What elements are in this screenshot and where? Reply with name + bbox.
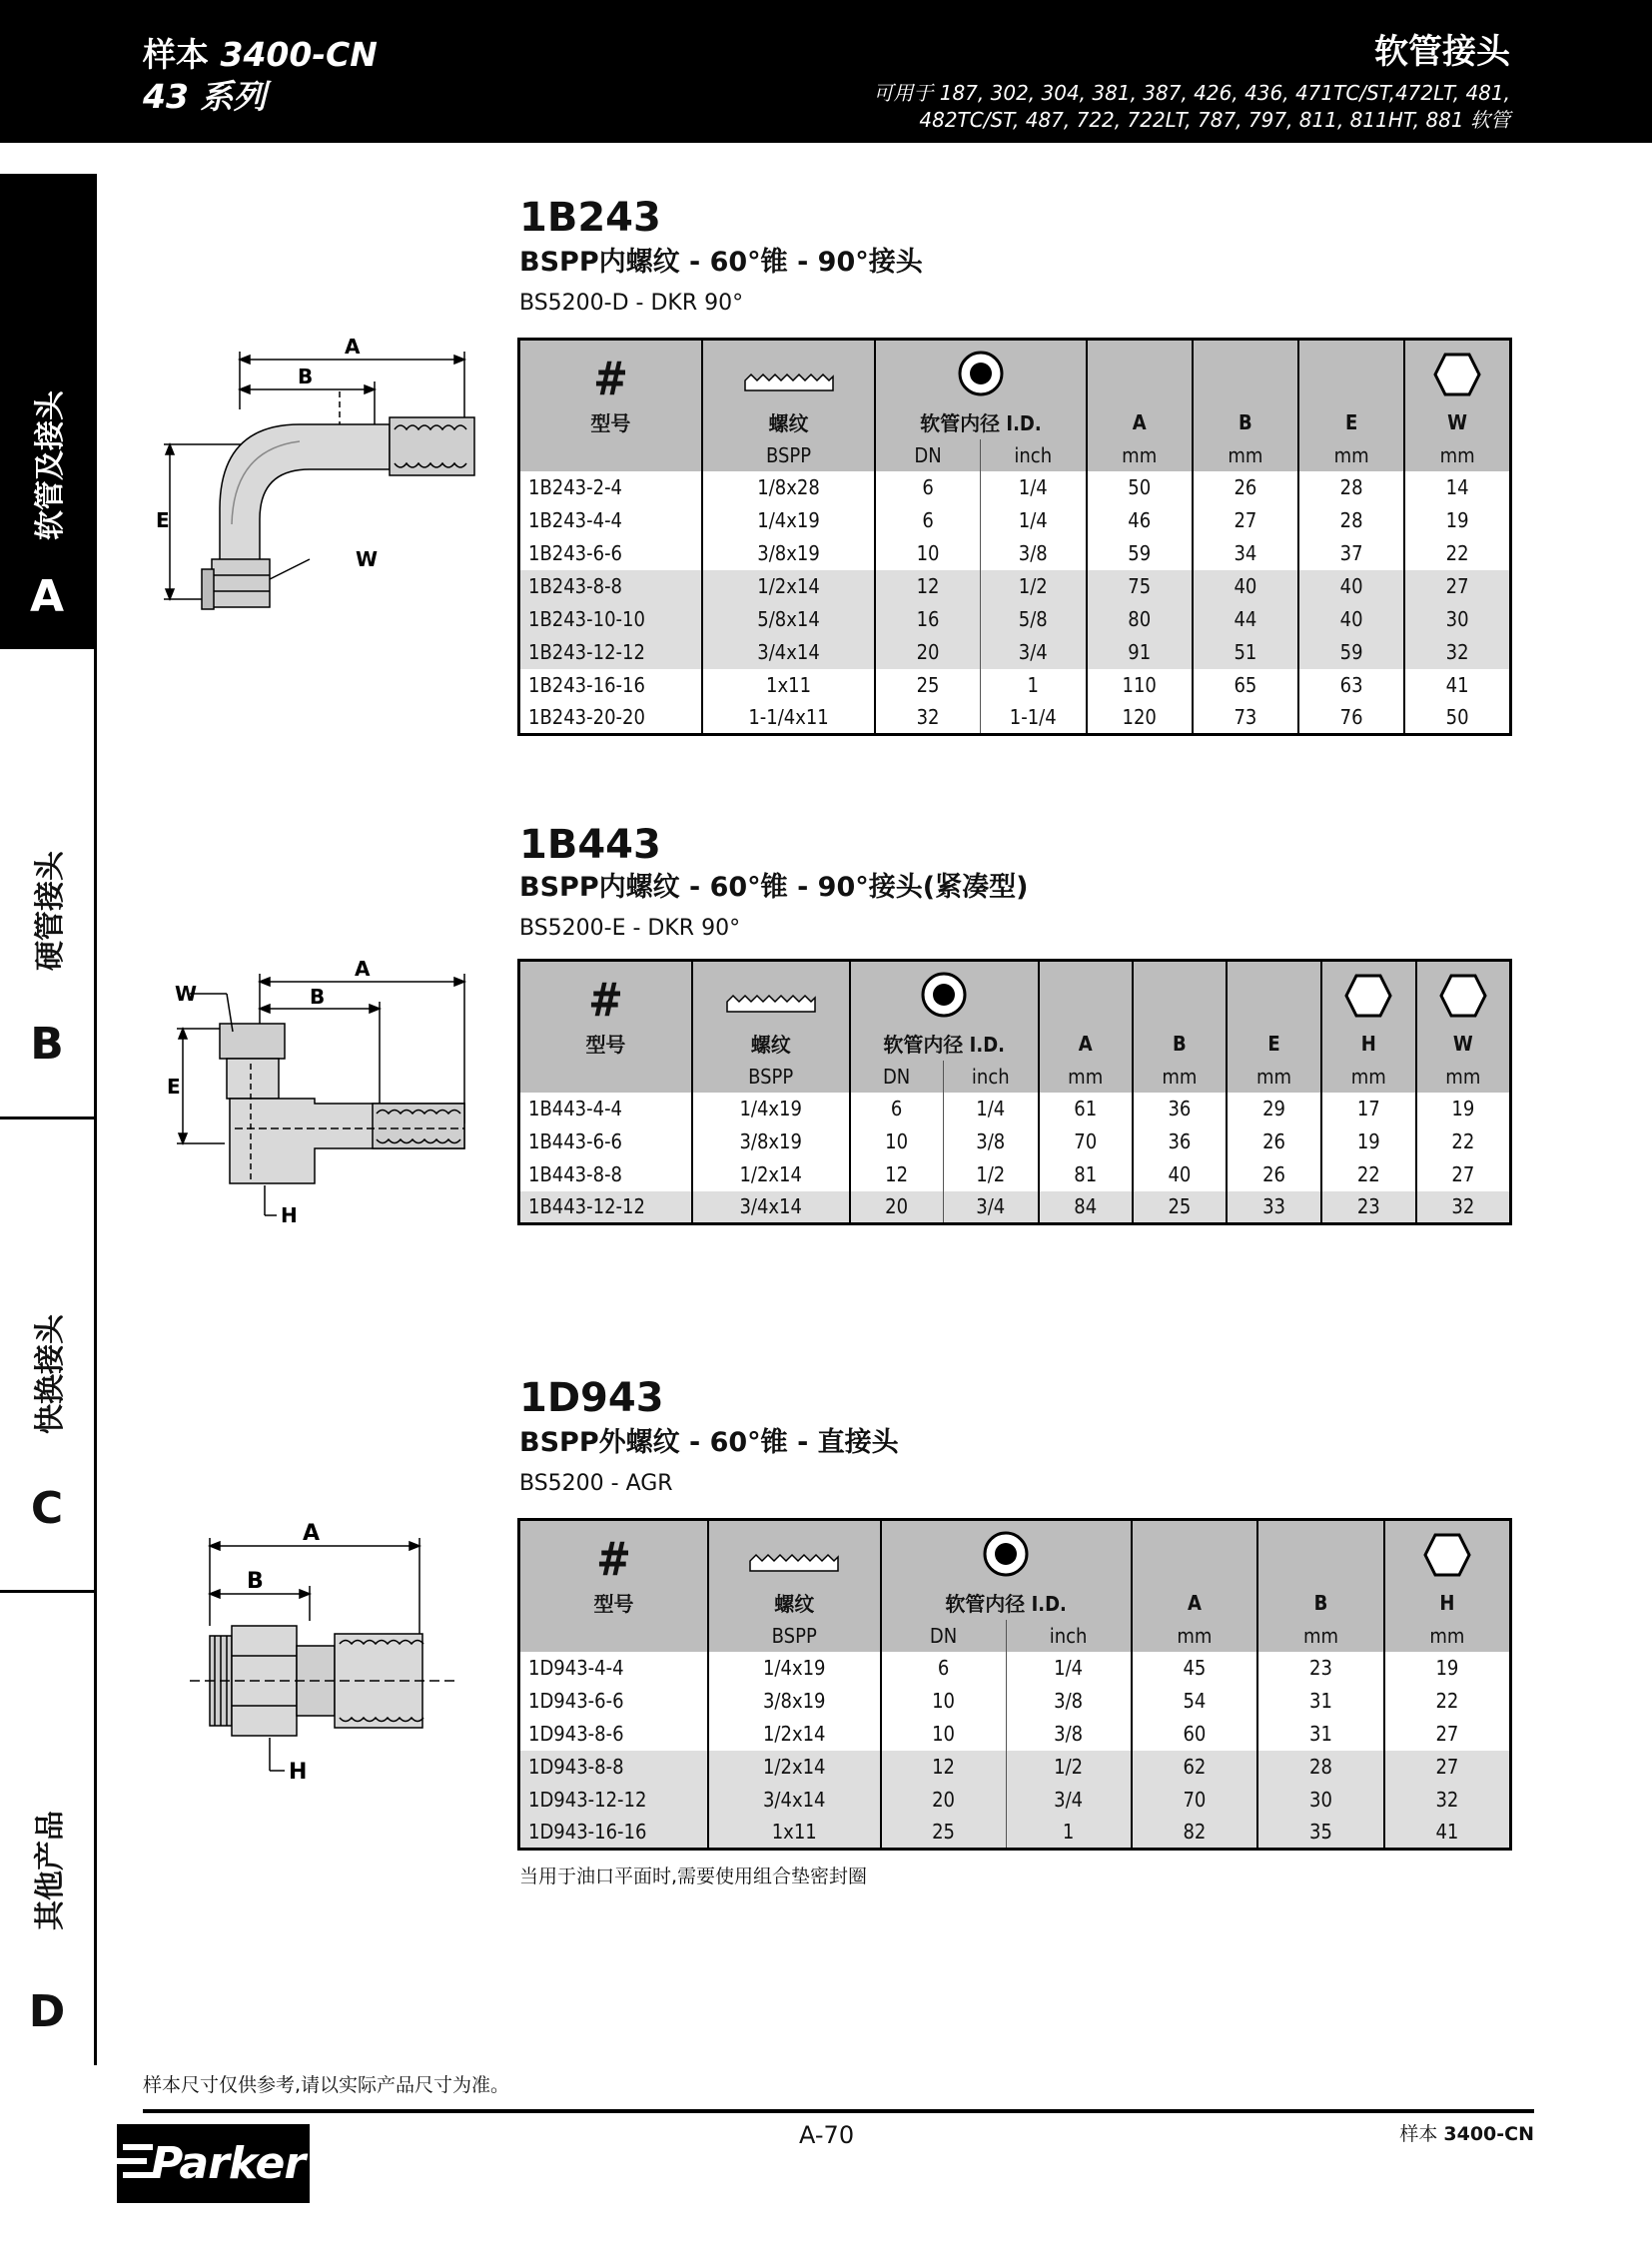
- table-row: [519, 702, 1511, 735]
- tab-b-label: 硬管接头: [33, 851, 68, 971]
- table-cell: 3/8x19: [708, 1685, 881, 1718]
- table-cell: 120: [1087, 702, 1193, 735]
- tab-c[interactable]: [0, 1117, 94, 1590]
- part-number-cell: 1B443-4-4: [528, 1097, 623, 1121]
- table-cell: 54: [1132, 1685, 1258, 1718]
- table-cell: 1-1/4: [980, 702, 1086, 735]
- hex-icon: [1416, 961, 1511, 1027]
- table-cell: 1x11: [702, 669, 875, 702]
- unit-mm: mm: [1133, 1061, 1228, 1093]
- table-cell: 3/4x14: [708, 1784, 881, 1817]
- table-cell: 28: [1298, 504, 1404, 537]
- table-cell: 1/2: [980, 570, 1086, 603]
- tab-d[interactable]: [0, 1590, 94, 2065]
- col-b: B: [1257, 1586, 1384, 1620]
- thread-icon: [702, 340, 875, 405]
- unit-bspp: BSPP: [702, 439, 875, 471]
- table-row: [519, 1093, 1511, 1125]
- dim-label-b: B: [298, 365, 314, 388]
- tab-c-letter: C: [30, 1483, 64, 1534]
- page-number: A-70: [799, 2121, 855, 2149]
- compact-elbow-drawing: [165, 954, 484, 1233]
- dim-label-a: A: [345, 335, 361, 359]
- tab-d-letter: D: [28, 1986, 66, 2037]
- hose-id-icon: [850, 961, 1039, 1027]
- table-cell: 22: [1321, 1158, 1416, 1191]
- dim-label-a: A: [355, 957, 371, 981]
- part-number-cell: 1B243-20-20: [528, 705, 645, 730]
- table-row: [519, 570, 1511, 603]
- table-cell: 25: [1133, 1191, 1228, 1224]
- table-cell: 80: [1087, 603, 1193, 636]
- table-cell: 23: [1257, 1652, 1384, 1685]
- table-cell: 10: [881, 1685, 1007, 1718]
- table-cell: 76: [1298, 702, 1404, 735]
- part-number-cell: 1D943-8-6: [528, 1722, 624, 1746]
- table-body: [519, 1093, 1511, 1224]
- part-number-cell: 1B443-12-12: [519, 1191, 692, 1224]
- table-cell: 1/4x19: [708, 1652, 881, 1685]
- table-cell: 12: [875, 570, 980, 603]
- table-row: [519, 1784, 1511, 1817]
- table-cell: 29: [1227, 1093, 1321, 1125]
- table-cell: 6: [881, 1652, 1007, 1685]
- table-cell: 22: [1384, 1685, 1511, 1718]
- table-cell: 51: [1193, 636, 1298, 669]
- table-cell: 26: [1193, 471, 1298, 504]
- hose-id-icon: [875, 340, 1086, 405]
- table-cell: 34: [1193, 537, 1298, 570]
- part-number-cell: 1D943-4-4: [528, 1656, 624, 1680]
- table-row: [519, 471, 1511, 504]
- table-cell: 62: [1132, 1751, 1258, 1784]
- table-cell: 20: [881, 1784, 1007, 1817]
- tab-a-letter: A: [29, 571, 65, 622]
- unit-dn: DN: [875, 439, 980, 471]
- dim-label-e: E: [167, 1075, 181, 1099]
- table-cell: 59: [1298, 636, 1404, 669]
- table-cell: 27: [1416, 1158, 1511, 1191]
- dim-label-b: B: [247, 1569, 264, 1594]
- table-cell: 1/2: [943, 1158, 1039, 1191]
- table-cell: 12: [850, 1158, 944, 1191]
- col-a: A: [1132, 1586, 1258, 1620]
- table-cell: 61: [1039, 1093, 1133, 1125]
- table-cell: 40: [1193, 570, 1298, 603]
- table-row: [519, 1718, 1511, 1751]
- hex-icon: [1404, 340, 1510, 405]
- table-cell: 40: [1298, 570, 1404, 603]
- section-2-title: BSPP内螺纹 - 60°锥 - 90°接头(紧凑型): [519, 872, 1029, 903]
- table-cell: 32: [1404, 636, 1510, 669]
- dim-label-h: H: [289, 1760, 308, 1785]
- table-cell: 31: [1257, 1718, 1384, 1751]
- table-cell: 75: [1087, 570, 1193, 603]
- unit-mm: mm: [1227, 1061, 1321, 1093]
- dim-label-h: H: [281, 1203, 298, 1227]
- table-cell: 50: [1087, 471, 1193, 504]
- table-cell: 65: [1193, 669, 1298, 702]
- hex-icon: [1321, 961, 1416, 1027]
- tab-d-label: 其他产品: [33, 1811, 68, 1930]
- table-cell: 28: [1298, 471, 1404, 504]
- table-row: [519, 504, 1511, 537]
- table-cell: 1: [980, 669, 1086, 702]
- table-cell: 6: [875, 471, 980, 504]
- col-part: 型号: [519, 1027, 692, 1061]
- tab-b-letter: B: [30, 1019, 64, 1070]
- part-number-cell: 1D943-8-8: [519, 1751, 708, 1784]
- col-hose-id: 软管内径 I.D.: [850, 1027, 1039, 1061]
- table-cell: 70: [1132, 1784, 1258, 1817]
- col-b: B: [1133, 1027, 1228, 1061]
- table-cell: 3/8: [980, 537, 1086, 570]
- table-cell: 32: [875, 702, 980, 735]
- disclaimer: 样本尺寸仅供参考,请以实际产品尺寸为准。: [143, 2074, 510, 2096]
- hash-icon: #: [519, 340, 702, 405]
- table-cell: 1/4: [943, 1093, 1039, 1125]
- table-row: [519, 1817, 1511, 1850]
- table-cell: 6: [875, 504, 980, 537]
- table-cell: 25: [875, 669, 980, 702]
- table-cell: 3/4: [943, 1191, 1039, 1224]
- part-number-cell: 1B243-8-8: [519, 570, 702, 603]
- tab-b[interactable]: [0, 649, 94, 1095]
- table-row: [519, 1158, 1511, 1191]
- parker-logo: [117, 2124, 310, 2203]
- col-thread: 螺纹: [692, 1027, 850, 1061]
- footer-rule: [143, 2109, 1534, 2113]
- table-cell: 50: [1404, 702, 1510, 735]
- elbow-fitting-drawing: [150, 330, 489, 629]
- table-row: [519, 1652, 1511, 1685]
- col-e: E: [1227, 1027, 1321, 1061]
- table-cell: 25: [881, 1817, 1007, 1850]
- table-cell: 27: [1384, 1751, 1511, 1784]
- table-cell: 3/4: [1006, 1784, 1132, 1817]
- unit-mm: mm: [1384, 1620, 1511, 1652]
- col-b: B: [1193, 405, 1298, 439]
- part-number-cell: 1B243-10-10: [519, 603, 702, 636]
- table-cell: 1/4x19: [702, 504, 875, 537]
- section-3-standard: BS5200 - AGR: [519, 1471, 673, 1496]
- table-cell: 27: [1404, 570, 1510, 603]
- table-cell: 110: [1087, 669, 1193, 702]
- dim-label-a: A: [303, 1521, 321, 1546]
- table-cell: 31: [1257, 1685, 1384, 1718]
- table-cell: 37: [1298, 537, 1404, 570]
- col-a: A: [1039, 1027, 1133, 1061]
- section-1-standard: BS5200-D - DKR 90°: [519, 291, 744, 316]
- col-hose-id: 软管内径 I.D.: [881, 1586, 1132, 1620]
- table-row: [519, 537, 1511, 570]
- table-cell: 3/8x19: [702, 537, 875, 570]
- unit-mm: mm: [1132, 1620, 1258, 1652]
- page-header: [0, 0, 1652, 143]
- col-thread: 螺纹: [702, 405, 875, 439]
- table-cell: 5/8: [980, 603, 1086, 636]
- spec-table-1b443: [517, 959, 1512, 1225]
- catalog-reference: 样本 3400-CN: [1399, 2123, 1534, 2145]
- straight-fitting-drawing: [185, 1516, 484, 1796]
- table-cell: 1/4: [980, 504, 1086, 537]
- table-cell: 5/8x14: [702, 603, 875, 636]
- table-cell: 22: [1416, 1125, 1511, 1158]
- table-cell: 1/4: [980, 471, 1086, 504]
- applies-line-2: 482TC/ST, 487, 722, 722LT, 787, 797, 811, 811HT, 881 软管: [919, 108, 1510, 132]
- table-cell: 3/8: [1006, 1718, 1132, 1751]
- table-cell: 1/2x14: [708, 1718, 881, 1751]
- table-cell: 19: [1416, 1093, 1511, 1125]
- table-cell: 82: [1132, 1817, 1258, 1850]
- table-row: [519, 636, 1511, 669]
- tab-a-label: 软管及接头: [33, 390, 68, 540]
- unit-mm: mm: [1404, 439, 1510, 471]
- table-cell: 3/4x14: [702, 636, 875, 669]
- table-cell: 1x11: [708, 1817, 881, 1850]
- table-cell: 1/2x14: [692, 1158, 850, 1191]
- col-w: W: [1416, 1027, 1511, 1061]
- section-3-code: 1D943: [519, 1375, 664, 1421]
- unit-bspp: BSPP: [692, 1061, 850, 1093]
- table-cell: 19: [1404, 504, 1510, 537]
- unit-mm: mm: [1087, 439, 1193, 471]
- part-number-cell: 1B243-4-4: [528, 508, 623, 532]
- col-e: E: [1298, 405, 1404, 439]
- table-cell: 41: [1384, 1817, 1511, 1850]
- table-cell: 40: [1133, 1158, 1228, 1191]
- table-cell: 3/4x14: [692, 1191, 850, 1224]
- table-cell: 1/4: [1006, 1652, 1132, 1685]
- unit-mm: mm: [1039, 1061, 1133, 1093]
- part-number-cell: 1B443-8-8: [528, 1162, 623, 1186]
- thread-icon: [692, 961, 850, 1027]
- table-cell: 12: [881, 1751, 1007, 1784]
- table-cell: 23: [1321, 1191, 1416, 1224]
- table-cell: 40: [1298, 603, 1404, 636]
- col-part: 型号: [519, 1586, 708, 1620]
- table-cell: 10: [875, 537, 980, 570]
- table-cell: 26: [1227, 1125, 1321, 1158]
- table-body: [519, 471, 1511, 735]
- table-cell: 10: [881, 1718, 1007, 1751]
- table-cell: 60: [1132, 1718, 1258, 1751]
- table-cell: 1-1/4x11: [702, 702, 875, 735]
- unit-inch: inch: [980, 439, 1086, 471]
- table-cell: 41: [1404, 669, 1510, 702]
- dim-label-e: E: [156, 508, 170, 532]
- table-cell: 17: [1321, 1093, 1416, 1125]
- table-row: [519, 603, 1511, 636]
- table-cell: 35: [1257, 1817, 1384, 1850]
- table-cell: 10: [850, 1125, 944, 1158]
- section-2-code: 1B443: [519, 822, 661, 868]
- spec-table-1d943: [517, 1518, 1512, 1851]
- dim-label-w: W: [175, 982, 198, 1006]
- table-cell: 22: [1404, 537, 1510, 570]
- part-number-cell: 1B243-2-4: [528, 475, 623, 499]
- installation-note: 当用于油口平面时,需要使用组合垫密封圈: [519, 1866, 868, 1887]
- unit-inch: inch: [1006, 1620, 1132, 1652]
- table-row: [519, 669, 1511, 702]
- table-cell: 63: [1298, 669, 1404, 702]
- table-cell: 1/8x28: [702, 471, 875, 504]
- thread-icon: [708, 1520, 881, 1586]
- tab-c-label: 快换接头: [33, 1314, 68, 1434]
- table-body: [519, 1652, 1511, 1850]
- unit-dn: DN: [881, 1620, 1007, 1652]
- part-number-cell: 1D943-6-6: [528, 1689, 624, 1713]
- table-cell: 45: [1132, 1652, 1258, 1685]
- table-cell: 30: [1404, 603, 1510, 636]
- unit-inch: inch: [943, 1061, 1039, 1093]
- catalog-prefix: 样本: [143, 35, 209, 74]
- table-cell: 6: [850, 1093, 944, 1125]
- table-cell: 32: [1416, 1191, 1511, 1224]
- part-number-cell: 1D943-16-16: [519, 1817, 708, 1850]
- table-cell: 73: [1193, 702, 1298, 735]
- table-cell: 26: [1227, 1158, 1321, 1191]
- table-row: [519, 1751, 1511, 1784]
- table-cell: 1/2x14: [702, 570, 875, 603]
- table-cell: 70: [1039, 1125, 1133, 1158]
- part-number-cell: 1B243-12-12: [519, 636, 702, 669]
- tab-a[interactable]: [0, 174, 94, 649]
- table-cell: 81: [1039, 1158, 1133, 1191]
- table-cell: 19: [1384, 1652, 1511, 1685]
- table-cell: 3/8: [1006, 1685, 1132, 1718]
- col-part: 型号: [519, 405, 702, 439]
- col-hose-id: 软管内径 I.D.: [875, 405, 1086, 439]
- unit-mm: mm: [1298, 439, 1404, 471]
- table-cell: 19: [1321, 1125, 1416, 1158]
- section-3-title: BSPP外螺纹 - 60°锥 - 直接头: [519, 1427, 899, 1458]
- dim-label-b: B: [310, 985, 326, 1009]
- header-info: [873, 30, 1510, 134]
- table-cell: 3/4: [980, 636, 1086, 669]
- table-cell: 28: [1257, 1751, 1384, 1784]
- table-row: [519, 1685, 1511, 1718]
- part-number-cell: 1D943-12-12: [519, 1784, 708, 1817]
- hash-icon: #: [519, 1520, 708, 1586]
- table-cell: 1/2: [1006, 1751, 1132, 1784]
- page-title: 软管接头: [1374, 32, 1510, 72]
- col-thread: 螺纹: [708, 1586, 881, 1620]
- table-cell: 3/8: [943, 1125, 1039, 1158]
- spec-table-1b243: [517, 338, 1512, 736]
- table-cell: 46: [1087, 504, 1193, 537]
- table-cell: 3/8x19: [692, 1125, 850, 1158]
- unit-mm: mm: [1416, 1061, 1511, 1093]
- hash-icon: #: [519, 961, 692, 1027]
- table-cell: 1/2x14: [708, 1751, 881, 1784]
- col-w: W: [1404, 405, 1510, 439]
- table-cell: 44: [1193, 603, 1298, 636]
- table-cell: 59: [1087, 537, 1193, 570]
- unit-dn: DN: [850, 1061, 944, 1093]
- table-cell: 33: [1227, 1191, 1321, 1224]
- unit-mm: mm: [1321, 1061, 1416, 1093]
- table-cell: 30: [1257, 1784, 1384, 1817]
- part-number-cell: 1B243-6-6: [528, 541, 623, 565]
- catalog-code: 3400-CN: [220, 35, 378, 74]
- table-row: [519, 1191, 1511, 1224]
- col-h: H: [1384, 1586, 1511, 1620]
- hex-icon: [1384, 1520, 1511, 1586]
- table-row: [519, 1125, 1511, 1158]
- dim-label-w: W: [356, 547, 379, 571]
- table-cell: 20: [850, 1191, 944, 1224]
- table-cell: 91: [1087, 636, 1193, 669]
- series-label: 43 系列: [143, 77, 267, 116]
- col-h: H: [1321, 1027, 1416, 1061]
- table-cell: 14: [1404, 471, 1510, 504]
- section-2-standard: BS5200-E - DKR 90°: [519, 916, 741, 941]
- part-number-cell: 1B243-16-16: [528, 673, 645, 697]
- unit-bspp: BSPP: [708, 1620, 881, 1652]
- brand-name: Parker: [151, 2138, 306, 2189]
- section-1-title: BSPP内螺纹 - 60°锥 - 90°接头: [519, 247, 923, 278]
- hose-id-icon: [881, 1520, 1132, 1586]
- table-cell: 27: [1384, 1718, 1511, 1751]
- table-cell: 36: [1133, 1093, 1228, 1125]
- table-cell: 32: [1384, 1784, 1511, 1817]
- applies-line-1: 可用于 187, 302, 304, 381, 387, 426, 436, 471TC/ST,472LT, 481,: [873, 81, 1510, 105]
- table-cell: 1/4x19: [692, 1093, 850, 1125]
- table-cell: 36: [1133, 1125, 1228, 1158]
- part-number-cell: 1B443-6-6: [528, 1129, 623, 1153]
- unit-mm: mm: [1257, 1620, 1384, 1652]
- table-cell: 84: [1039, 1191, 1133, 1224]
- table-cell: 27: [1193, 504, 1298, 537]
- table-cell: 20: [875, 636, 980, 669]
- catalog-series: [143, 34, 378, 118]
- table-cell: 1: [1006, 1817, 1132, 1850]
- col-a: A: [1087, 405, 1193, 439]
- section-tabs: [0, 174, 97, 2065]
- unit-mm: mm: [1193, 439, 1298, 471]
- section-1-code: 1B243: [519, 195, 661, 241]
- table-cell: 16: [875, 603, 980, 636]
